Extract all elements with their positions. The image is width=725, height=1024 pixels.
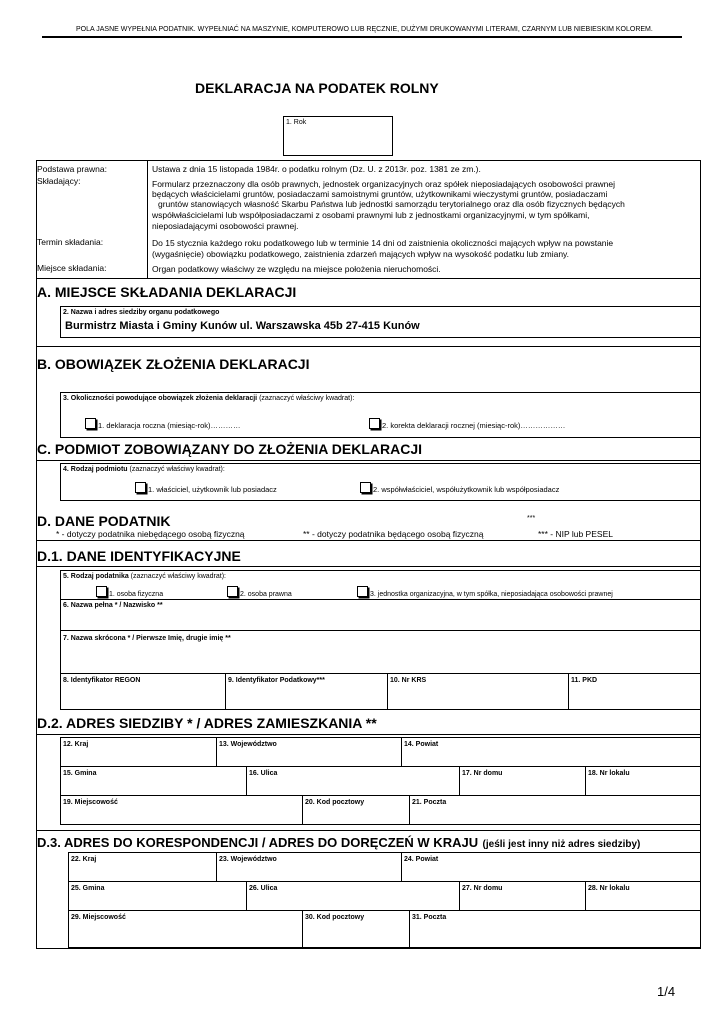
section-a-heading: A. MIEJSCE SKŁADANIA DEKLARACJI: [37, 284, 297, 300]
entity-type-field: [60, 463, 701, 501]
termin-line: (wygaśnięcie) obowiązku podatkowego, zaistnienia zdarzeń mających wpływ na wysokość podatku lub zmiany.: [152, 249, 570, 259]
postal-code-label: 20. Kod pocztowy: [305, 799, 365, 806]
obligation-label: 3. Okoliczności powodujące obowiązek złożenia deklaracji: [63, 395, 258, 402]
regon-field[interactable]: [60, 673, 226, 710]
corr-post-office-field[interactable]: [409, 910, 701, 948]
country-field[interactable]: [60, 737, 217, 767]
corr-locality-label: 29. Miejscowość: [71, 914, 126, 921]
district-label: 14. Powiat: [404, 741, 439, 748]
corr-postal-code-label: 30. Kod pocztowy: [305, 914, 365, 921]
voivodeship-label: 13. Województwo: [219, 741, 277, 748]
page-number: 1/4: [657, 984, 676, 999]
pkd-label: 11. PKD: [571, 677, 598, 684]
corr-commune-field[interactable]: [68, 881, 247, 911]
post-office-label: 21. Poczta: [412, 799, 447, 806]
locality-field[interactable]: [60, 795, 303, 825]
tax-id-label: 9. Identyfikator Podatkowy***: [228, 677, 325, 684]
section-d2-heading: D.2. ADRES SIEDZIBY * / ADRES ZAMIESZKANIA **: [37, 715, 377, 731]
voivodeship-field[interactable]: [216, 737, 402, 767]
option-annual[interactable]: [85, 418, 241, 430]
tax-office-label: 2. Nazwa i adres siedziby organu podatkowego: [63, 309, 220, 316]
section-b-heading: B. OBOWIĄZEK ZŁOŻENIA DEKLARACJI: [37, 356, 310, 372]
section-d-heading: D. DANE PODATNIK: [37, 513, 171, 529]
note3-star: ***: [527, 515, 536, 522]
tax-office-field[interactable]: [60, 306, 701, 338]
checkbox[interactable]: [85, 418, 96, 429]
option-org-unit[interactable]: [357, 586, 613, 598]
miejsce-label: Miejsce składania:: [37, 263, 107, 273]
checkbox[interactable]: [360, 482, 371, 493]
full-name-label: 6. Nazwa pełna * / Nazwisko **: [63, 602, 163, 609]
section-b-rule: [36, 346, 701, 347]
short-name-label: 7. Nazwa skrócona * / Pierwsze Imię, drugie imię **: [63, 635, 231, 642]
corr-street-label: 26. Ulica: [249, 885, 278, 892]
section-d3-rule: [36, 830, 701, 831]
corr-locality-field[interactable]: [68, 910, 303, 948]
checkbox[interactable]: [357, 586, 368, 597]
skladajacy-line: współwłaścicielami lub współposiadaczami z osobami prawnymi lub z jednostkami organizacyjnymi, w tym spółkami,: [152, 210, 590, 220]
flat-number-field[interactable]: [585, 766, 701, 796]
commune-field[interactable]: [60, 766, 247, 796]
country-label: 12. Kraj: [63, 741, 89, 748]
skladajacy-line: Formularz przeznaczony dla osób prawnych, jednostek organizacyjnych oraz spółek nieposiadających osobowości prawnej: [152, 179, 616, 189]
intro-right-border: [700, 160, 701, 278]
intro-column-divider: [147, 160, 148, 278]
podstawa-text: Ustawa z dnia 15 listopada 1984r. o podatku rolnym (Dz. U. z 2013r. poz. 1381 ze zm.).: [152, 164, 481, 174]
podstawa-label: Podstawa prawna:: [37, 164, 107, 174]
intro-top-rule: [36, 160, 701, 161]
section-d2-rule: [36, 734, 701, 735]
skladajacy-line: nieposiadającymi osobowości prawnej.: [152, 221, 299, 231]
street-field[interactable]: [246, 766, 460, 796]
corr-district-label: 24. Powiat: [404, 856, 439, 863]
form-title: DEKLARACJA NA PODATEK ROLNY: [195, 80, 439, 96]
top-rule: [42, 36, 682, 38]
option-natural-person[interactable]: [96, 586, 163, 598]
skladajacy-line: będących właścicielami gruntów, posiadaczami samoistnymi gruntów, użytkownikami wieczystymi gruntów, posiadaczami: [152, 189, 608, 199]
corr-country-field[interactable]: [68, 852, 217, 882]
street-label: 16. Ulica: [249, 770, 278, 777]
section-d3-heading-suffix: (jeśli jest inny niż adres siedziby): [482, 839, 641, 850]
entity-type-label: 4. Rodzaj podmiotu: [63, 466, 128, 473]
corr-flat-number-field[interactable]: [585, 881, 701, 911]
house-number-field[interactable]: [459, 766, 586, 796]
section-d3-heading: D.3. ADRES DO KORESPONDENCJI / ADRES DO DORĘCZEŃ W KRAJU: [37, 835, 479, 850]
section-d1-heading: D.1. DANE IDENTYFIKACYJNE: [37, 548, 241, 564]
tax-id-field[interactable]: [225, 673, 388, 710]
obligation-field: [60, 392, 701, 438]
section-d3-heading-row: [37, 834, 640, 852]
option-co-owner-label: 2. współwłaściciel, współużytkownik lub współposiadacz: [373, 485, 560, 494]
checkbox[interactable]: [135, 482, 146, 493]
skladajacy-label: Składający:: [37, 176, 81, 186]
flat-number-label: 18. Nr lokalu: [588, 770, 630, 777]
corr-voivodeship-label: 23. Województwo: [219, 856, 277, 863]
termin-label: Termin składania:: [37, 237, 104, 247]
option-co-owner[interactable]: [360, 482, 559, 494]
locality-label: 19. Miejscowość: [63, 799, 118, 806]
note-legal-entity: * - dotyczy podatnika niebędącego osobą fizyczną: [56, 529, 245, 539]
note-natural-person: ** - dotyczy podatnika będącego osobą fizyczną: [303, 529, 484, 539]
checkbox[interactable]: [369, 418, 380, 429]
house-number-label: 17. Nr domu: [462, 770, 503, 777]
taxpayer-type-hint: (zaznaczyć właściwy kwadrat):: [128, 573, 226, 580]
year-label: 1. Rok: [286, 119, 307, 126]
corr-post-office-label: 31. Poczta: [412, 914, 447, 921]
section-a-rule: [36, 278, 701, 279]
corr-postal-code-field[interactable]: [302, 910, 410, 948]
corr-house-number-field[interactable]: [459, 881, 586, 911]
checkbox[interactable]: [96, 586, 107, 597]
section-d1-rule: [36, 566, 701, 567]
option-owner-label: 1. właściciel, użytkownik lub posiadacz: [148, 485, 277, 494]
year-field[interactable]: [283, 116, 393, 156]
taxpayer-type-label: 5. Rodzaj podatnika: [63, 573, 129, 580]
top-instruction-note: POLA JASNE WYPEŁNIA PODATNIK. WYPEŁNIAĆ NA MASZYNIE, KOMPUTEROWO LUB RĘCZNIE, DUŻYMI DRUKOWANYMI LITERAMI, CZARNYM LUB NIEBIESKIM KOLOREM.: [76, 26, 653, 33]
corr-country-label: 22. Kraj: [71, 856, 97, 863]
corr-flat-number-label: 28. Nr lokalu: [588, 885, 630, 892]
corr-house-number-label: 27. Nr domu: [462, 885, 503, 892]
entity-type-hint: (zaznaczyć właściwy kwadrat):: [127, 466, 225, 473]
short-name-field[interactable]: [60, 630, 701, 674]
corr-street-field[interactable]: [246, 881, 460, 911]
corr-voivodeship-field[interactable]: [216, 852, 402, 882]
obligation-hint: (zaznaczyć właściwy kwadrat):: [257, 395, 355, 402]
full-name-field[interactable]: [60, 599, 701, 631]
corr-commune-label: 25. Gmina: [71, 885, 105, 892]
option-legal-person-label: 2. osoba prawna: [240, 591, 292, 598]
option-owner[interactable]: [135, 482, 277, 494]
commune-label: 15. Gmina: [63, 770, 97, 777]
option-annual-label: 1. deklaracja roczna (miesiąc-rok)…………: [98, 421, 241, 430]
miejsce-text: Organ podatkowy właściwy ze względu na miejsce położenia nieruchomości.: [152, 264, 441, 274]
pkd-field[interactable]: [568, 673, 701, 710]
note-nip-pesel: *** - NIP lub PESEL: [538, 529, 613, 539]
section-c-heading: C. PODMIOT ZOBOWIĄZANY DO ZŁOŻENIA DEKLARACJI: [37, 441, 422, 457]
termin-line: Do 15 stycznia każdego roku podatkowego lub w terminie 14 dni od zaistnienia okoliczności mających wpływ na powstanie: [152, 238, 614, 248]
section-c-rule: [36, 460, 701, 461]
tax-office-value: Burmistrz Miasta i Gminy Kunów ul. Warszawska 45b 27-415 Kunów: [65, 320, 420, 332]
option-legal-person[interactable]: [227, 586, 292, 598]
district-field[interactable]: [401, 737, 701, 767]
corr-district-field[interactable]: [401, 852, 701, 882]
post-office-field[interactable]: [409, 795, 701, 825]
skladajacy-line: gruntów stanowiących własność Skarbu Państwa lub jednostki samorządu terytorialnego oraz dla osób fizycznych będących: [158, 199, 625, 209]
postal-code-field[interactable]: [302, 795, 410, 825]
form-bottom-border: [36, 948, 701, 949]
checkbox[interactable]: [227, 586, 238, 597]
option-natural-person-label: 1. osoba fizyczna: [109, 591, 164, 598]
krs-label: 10. Nr KRS: [390, 677, 427, 684]
option-correction[interactable]: [369, 418, 565, 430]
regon-label: 8. Identyfikator REGON: [63, 677, 141, 684]
option-correction-label: 2. korekta deklaracji rocznej (miesiąc-rok)………………: [382, 421, 566, 430]
krs-field[interactable]: [387, 673, 569, 710]
section-d-rule: [36, 540, 701, 541]
taxpayer-type-field: [60, 570, 701, 600]
option-org-unit-label: 3. jednostka organizacyjna, w tym spółka, nieposiadająca osobowości prawnej: [370, 591, 613, 598]
